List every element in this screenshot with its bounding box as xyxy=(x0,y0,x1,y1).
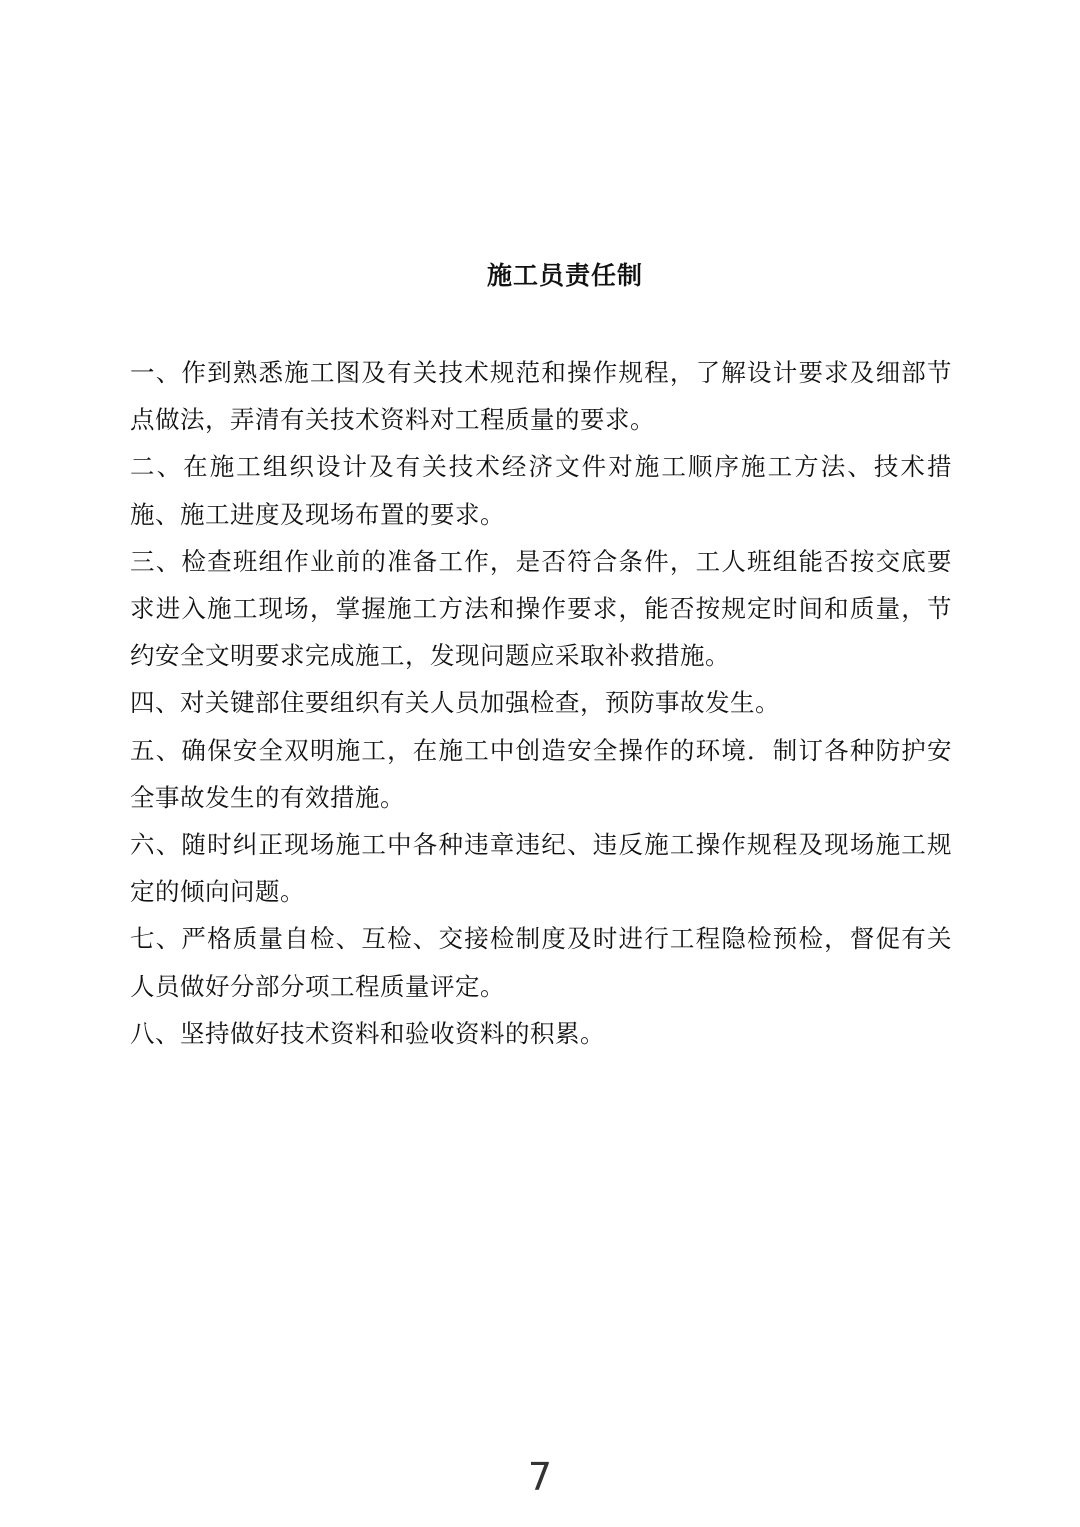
clause-1: 一、作到熟悉施工图及有关技术规范和操作规程，了解设计要求及细部节点做法，弄清有关技术资料对工程质量的要求。 xyxy=(130,358,952,435)
clause-7: 七、严格质量自检、互检、交接检制度及时进行工程隐检预检，督促有关人员做好分部分项工程质量评定。 xyxy=(130,924,952,1001)
clause-2: 二、在施工组织设计及有关技术经济文件对施工顺序施工方法、技术措施、施工进度及现场布置的要求。 xyxy=(130,452,952,529)
clause-5: 五、确保安全双明施工，在施工中创造安全操作的环境．制订各种防护安全事故发生的有效措施。 xyxy=(130,735,952,812)
clause-list xyxy=(130,349,952,1057)
page-title: 施工员责任制 xyxy=(486,261,643,290)
clause-4: 四、对关键部住要组织有关人员加强检查，预防事故发生。 xyxy=(130,688,780,718)
clause-8: 八、坚持做好技术资料和验收资料的积累。 xyxy=(130,1018,605,1048)
page-number: 7 xyxy=(527,1455,553,1499)
clause-6: 六、随时纠正现场施工中各种违章违纪、违反施工操作规程及现场施工规定的倾向问题。 xyxy=(130,830,952,907)
clause-3: 三、检查班组作业前的准备工作，是否符合条件，工人班组能否按交底要求进入施工现场，掌握施工方法和操作要求，能否按规定时间和质量，节约安全文明要求完成施工，发现问题应采取补救措施。 xyxy=(130,546,952,671)
